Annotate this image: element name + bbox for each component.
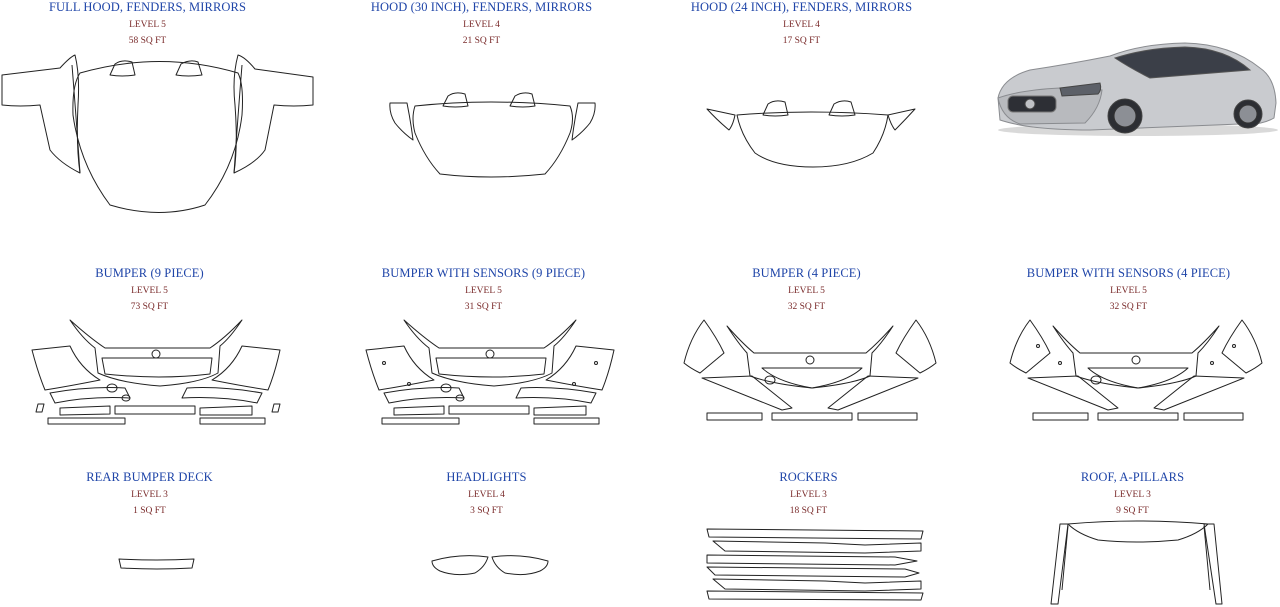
kit-title: FULL HOOD, FENDERS, MIRRORS xyxy=(48,0,247,14)
rocker-strip-6 xyxy=(707,591,923,600)
right-fender-flare xyxy=(896,320,936,373)
kit-title: HOOD (24 INCH), FENDERS, MIRRORS xyxy=(690,0,913,14)
deck-strip-outline xyxy=(119,559,194,569)
lower-lip-center xyxy=(115,406,195,414)
right-intake-outline xyxy=(516,388,596,403)
sensor-hole xyxy=(383,362,386,365)
roof-a-pillars-pattern[interactable] xyxy=(1048,520,1224,606)
kit-level: LEVEL 4 xyxy=(468,490,505,500)
kit-title: BUMPER (9 PIECE) xyxy=(95,266,204,280)
kit-level: LEVEL 4 xyxy=(783,20,820,30)
lower-strip-left xyxy=(382,418,459,424)
left-fender-flare xyxy=(684,320,724,373)
left-headlight-outline xyxy=(432,556,488,575)
lower-lip-right xyxy=(534,406,586,415)
right-fender-outline xyxy=(888,109,915,130)
kit-sqft: 58 SQ FT xyxy=(128,36,167,46)
lower-strip-center xyxy=(1098,413,1178,420)
kit-sqft: 21 SQ FT xyxy=(462,36,501,46)
kit-sqft: 32 SQ FT xyxy=(1109,302,1148,312)
left-fender-outline xyxy=(707,109,735,130)
kit-title: HOOD (30 INCH), FENDERS, MIRRORS xyxy=(370,0,593,14)
grille-outline xyxy=(1088,368,1188,388)
left-fender-flare xyxy=(1010,320,1050,373)
right-diagonal-strip xyxy=(828,376,918,410)
right-a-pillar-outline xyxy=(1204,524,1222,604)
lower-strip-right xyxy=(200,418,265,424)
kit-sqft: 1 SQ FT xyxy=(133,506,166,516)
lower-lip-left xyxy=(60,406,110,415)
lower-strip-right xyxy=(858,413,917,420)
rocker-strip-1 xyxy=(707,529,923,539)
left-fender-outline xyxy=(390,103,413,140)
sensor-hole xyxy=(573,383,576,386)
right-wing-outline xyxy=(212,346,280,390)
sensor-hole xyxy=(1037,345,1040,348)
left-a-pillar-inner xyxy=(1062,526,1068,590)
kit-title: BUMPER (4 PIECE) xyxy=(752,266,861,280)
sensor-hole xyxy=(408,383,411,386)
kit-sqft: 17 SQ FT xyxy=(782,36,821,46)
kit-title: ROCKERS xyxy=(779,470,838,484)
left-intake-outline xyxy=(384,388,464,403)
kit-roof-a-pillars[interactable] xyxy=(1015,470,1250,517)
hood-outline xyxy=(413,102,573,177)
kit-title: BUMPER WITH SENSORS (4 PIECE) xyxy=(1026,266,1231,280)
kit-sqft: 32 SQ FT xyxy=(787,302,826,312)
bumper-cover-outline xyxy=(727,326,893,388)
grille-outline xyxy=(102,358,212,377)
kit-sqft: 9 SQ FT xyxy=(1116,506,1149,516)
headlights-pattern[interactable] xyxy=(430,553,550,577)
kit-title: ROOF, A-PILLARS xyxy=(1080,470,1185,484)
badge-outline xyxy=(152,350,160,358)
sensor-hole xyxy=(595,362,598,365)
sensor-hole xyxy=(1059,362,1062,365)
kit-rear-bumper-deck[interactable] xyxy=(32,470,267,517)
left-a-pillar-outline xyxy=(1051,524,1068,604)
left-diagonal-strip xyxy=(702,376,792,410)
rocker-strip-4 xyxy=(707,567,919,577)
right-mirror-outline xyxy=(829,101,855,116)
badge-outline xyxy=(486,350,494,358)
left-wing-outline xyxy=(32,346,100,390)
kit-rockers[interactable] xyxy=(691,470,926,517)
right-mirror-outline xyxy=(510,93,535,107)
lower-lip-right xyxy=(200,406,252,415)
kit-bumper-9[interactable] xyxy=(32,266,267,313)
right-fender-outline xyxy=(234,55,313,173)
hood-outline xyxy=(73,62,243,213)
kit-sqft: 73 SQ FT xyxy=(130,302,169,312)
right-tab xyxy=(272,404,280,412)
hood-30-pattern[interactable] xyxy=(385,88,600,180)
car-photo xyxy=(990,38,1278,138)
kit-title: REAR BUMPER DECK xyxy=(86,470,213,484)
kit-title: HEADLIGHTS xyxy=(446,470,527,484)
bumper-cover-outline xyxy=(1053,326,1219,388)
badge-outline xyxy=(806,356,814,364)
kit-level: LEVEL 3 xyxy=(790,490,827,500)
right-intake-outline xyxy=(182,388,262,403)
kit-sqft: 3 SQ FT xyxy=(470,506,503,516)
bumper-sensors-9-pattern[interactable] xyxy=(364,318,619,428)
kit-level: LEVEL 3 xyxy=(1114,490,1151,500)
bumper-cover-outline xyxy=(404,320,576,386)
kit-hood-24[interactable] xyxy=(684,0,919,47)
kit-headlights[interactable] xyxy=(369,470,604,517)
kit-title: BUMPER WITH SENSORS (9 PIECE) xyxy=(381,266,586,280)
right-wing-outline xyxy=(546,346,614,390)
lower-strip-center xyxy=(772,413,852,420)
grille-outline xyxy=(762,368,862,388)
left-mirror-outline xyxy=(763,101,788,116)
kit-level: LEVEL 3 xyxy=(131,490,168,500)
left-fender-outline xyxy=(2,55,80,173)
rear-bumper-deck-pattern[interactable] xyxy=(117,557,197,571)
kit-hood-30[interactable] xyxy=(364,0,599,47)
kit-level: LEVEL 5 xyxy=(465,286,502,296)
bumper-sensors-4-pattern[interactable] xyxy=(1008,318,1264,426)
kit-level: LEVEL 5 xyxy=(131,286,168,296)
rockers-pattern[interactable] xyxy=(705,527,927,602)
kit-level: LEVEL 5 xyxy=(788,286,825,296)
hood-outline xyxy=(737,112,888,167)
left-tab xyxy=(36,404,44,412)
lower-strip-left xyxy=(1033,413,1088,420)
kit-level: LEVEL 4 xyxy=(463,20,500,30)
kit-bumper-sensors-9[interactable] xyxy=(366,266,601,313)
sensor-hole xyxy=(1233,345,1236,348)
bumper-4-pattern[interactable] xyxy=(682,318,938,426)
left-diagonal-strip xyxy=(1028,376,1118,410)
roof-panel-outline xyxy=(1068,521,1208,542)
kit-level: LEVEL 5 xyxy=(129,20,166,30)
rocker-strip-2 xyxy=(713,541,921,553)
fog-left xyxy=(1091,376,1101,384)
bumper-9-pattern[interactable] xyxy=(30,318,285,428)
right-diagonal-strip xyxy=(1154,376,1244,410)
hood-24-pattern[interactable] xyxy=(705,95,920,170)
kit-full-hood[interactable] xyxy=(30,0,265,47)
grille-outline xyxy=(436,358,546,377)
right-fender-outline xyxy=(572,103,595,140)
left-mirror-outline xyxy=(443,93,468,107)
left-wing-outline xyxy=(366,346,434,390)
rocker-strip-5 xyxy=(713,579,921,591)
kit-sqft: 18 SQ FT xyxy=(789,506,828,516)
lower-strip-right xyxy=(1184,413,1243,420)
lower-lip-center xyxy=(449,406,529,414)
kit-bumper-4[interactable] xyxy=(689,266,924,313)
kit-level: LEVEL 5 xyxy=(1110,286,1147,296)
lower-strip-right xyxy=(534,418,599,424)
badge-outline xyxy=(1132,356,1140,364)
kit-bumper-sensors-4[interactable] xyxy=(1011,266,1246,313)
lower-strip-left xyxy=(48,418,125,424)
sensor-hole xyxy=(1211,362,1214,365)
full-hood-pattern[interactable] xyxy=(0,55,315,220)
left-intake-outline xyxy=(50,388,130,403)
lower-strip-left xyxy=(707,413,762,420)
fog-left xyxy=(765,376,775,384)
right-headlight-outline xyxy=(492,556,548,575)
lower-lip-left xyxy=(394,406,444,415)
right-fender-flare xyxy=(1222,320,1262,373)
bumper-cover-outline xyxy=(70,320,242,386)
kit-sqft: 31 SQ FT xyxy=(464,302,503,312)
rocker-strip-3 xyxy=(707,555,917,565)
